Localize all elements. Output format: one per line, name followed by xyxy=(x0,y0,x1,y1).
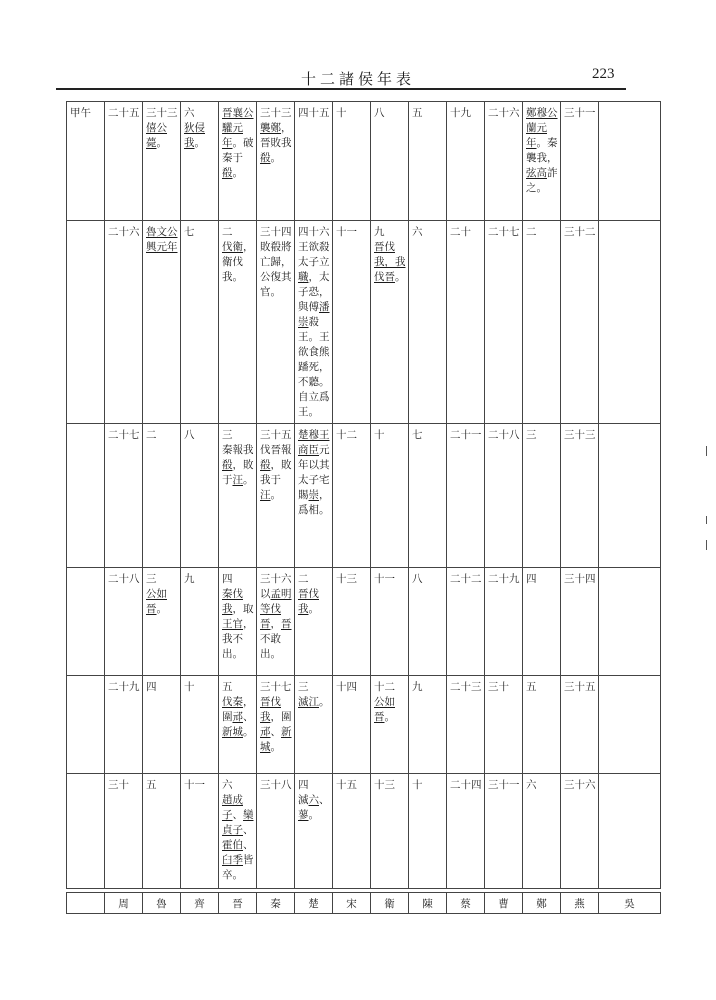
table-cell xyxy=(219,424,257,567)
event-text: 皆卒。 xyxy=(222,854,254,882)
table-cell xyxy=(219,676,257,774)
table-cell xyxy=(561,676,599,774)
table-cell xyxy=(295,220,333,423)
empty-cell xyxy=(599,220,661,423)
year-number: 二十八 xyxy=(488,429,520,442)
year-number: 二十 xyxy=(450,225,471,238)
table-cell xyxy=(181,774,219,889)
year-number: 二十七 xyxy=(488,225,520,238)
table-cell xyxy=(371,676,409,774)
year-number: 十五 xyxy=(336,779,357,792)
event-text: 新城 xyxy=(222,726,243,739)
ganzhi-cell xyxy=(67,567,105,676)
event-text: 、 xyxy=(319,794,330,807)
table-cell xyxy=(143,676,181,774)
table-cell xyxy=(105,102,143,221)
year-number: 二十四 xyxy=(450,779,482,792)
table-cell xyxy=(561,774,599,889)
event-text: 。 xyxy=(395,270,406,283)
year-number: 十一 xyxy=(336,225,357,238)
event-text: 汪 xyxy=(232,474,243,487)
empty-cell xyxy=(599,567,661,676)
year-number: 十九 xyxy=(450,107,471,119)
year-number: 二十九 xyxy=(488,572,520,585)
year-number: 六 xyxy=(526,779,537,792)
event-text: 欒貞子 xyxy=(222,809,254,837)
table-cell xyxy=(485,774,523,889)
event-text: ，衛伐我。 xyxy=(222,240,254,283)
year-row xyxy=(67,102,661,221)
table-cell xyxy=(333,424,371,567)
table-cell xyxy=(143,774,181,889)
year-number: 二十五 xyxy=(108,107,140,119)
table-cell xyxy=(409,567,447,676)
event-text: 。 xyxy=(243,726,254,739)
event-text: 職 xyxy=(298,270,309,283)
year-number: 三十七 xyxy=(260,681,292,694)
table-cell xyxy=(105,774,143,889)
table-cell xyxy=(371,102,409,221)
table-cell xyxy=(561,102,599,221)
chronology-table xyxy=(66,101,661,889)
table-cell xyxy=(371,774,409,889)
table-cell xyxy=(105,220,143,423)
year-number: 二 xyxy=(222,225,233,238)
year-number: 三十五 xyxy=(564,681,596,694)
ganzhi-cell xyxy=(67,676,105,774)
table-cell xyxy=(295,676,333,774)
event-text: 晉伐我 xyxy=(298,587,319,615)
empty-cell xyxy=(599,774,661,889)
event-text: 蓼 xyxy=(298,809,309,822)
year-row xyxy=(67,774,661,889)
year-number: 二 xyxy=(526,225,537,238)
year-row xyxy=(67,567,661,676)
event-text: ， xyxy=(270,617,281,630)
table-cell xyxy=(181,220,219,423)
state-name: 宋 xyxy=(333,893,371,914)
table-cell xyxy=(409,220,447,423)
state-name: 周 xyxy=(105,893,143,914)
event-text: 。 xyxy=(384,711,395,724)
year-number: 四 xyxy=(222,572,233,585)
year-number: 三十二 xyxy=(564,225,596,238)
event-text: 敗殽將亡歸，公復其官。 xyxy=(260,240,292,298)
year-number: 三 xyxy=(146,572,157,585)
year-number: 二十二 xyxy=(450,572,482,585)
year-number: 九 xyxy=(184,572,195,585)
event-text: ，晉敗我 xyxy=(260,122,292,149)
table-cell xyxy=(219,774,257,889)
year-number: 二 xyxy=(298,572,309,585)
year-number: 楚穆王 xyxy=(298,429,330,442)
event-text: 驩元年 xyxy=(222,122,243,149)
event-text: 不敢出。 xyxy=(260,632,281,660)
table-cell xyxy=(447,220,485,423)
event-text: ，爲相。 xyxy=(298,489,330,517)
event-text: 以 xyxy=(260,587,271,600)
year-number: 四 xyxy=(146,681,157,694)
table-cell xyxy=(333,220,371,423)
event-text: 公如晉 xyxy=(146,587,167,615)
table-cell xyxy=(295,424,333,567)
year-number: 晉襄公 xyxy=(222,107,254,119)
table-cell xyxy=(105,424,143,567)
table-cell xyxy=(447,424,485,567)
year-number: 三十一 xyxy=(564,107,596,119)
state-names-row xyxy=(66,892,661,914)
year-number: 魯文公 xyxy=(146,225,178,238)
year-row xyxy=(67,424,661,567)
table-cell xyxy=(333,774,371,889)
table-cell xyxy=(409,102,447,221)
year-number: 七 xyxy=(184,225,195,238)
event-text: 商臣 xyxy=(298,444,319,457)
year-number: 二十九 xyxy=(108,681,140,694)
event-text: 。 xyxy=(308,809,319,822)
event-text: 。 xyxy=(243,474,254,487)
year-number: 鄭穆公 xyxy=(526,107,558,119)
year-number: 五 xyxy=(222,681,233,694)
event-text: 秦報我 xyxy=(222,444,254,457)
year-number: 八 xyxy=(374,107,385,119)
table-cell xyxy=(219,220,257,423)
year-number: 十 xyxy=(336,107,347,119)
year-number: 三 xyxy=(298,681,309,694)
year-number: 三十八 xyxy=(260,779,292,792)
table-cell xyxy=(333,102,371,221)
table-cell xyxy=(257,220,295,423)
event-text: 殽 xyxy=(260,152,271,164)
table-cell xyxy=(105,676,143,774)
year-number: 十 xyxy=(412,779,423,792)
year-number: 三 xyxy=(526,429,537,442)
table-cell xyxy=(333,567,371,676)
empty-cell xyxy=(599,676,661,774)
table-cell xyxy=(523,102,561,221)
table-cell xyxy=(143,567,181,676)
table-cell xyxy=(485,424,523,567)
event-text: 、 xyxy=(270,726,281,739)
year-number: 六 xyxy=(412,225,423,238)
year-number: 三十四 xyxy=(564,572,596,585)
event-text: 。 xyxy=(156,602,167,615)
event-text: 。 xyxy=(194,137,205,149)
table-cell xyxy=(105,567,143,676)
table-cell xyxy=(561,220,599,423)
event-text: 王官 xyxy=(222,617,243,630)
year-number: 二 xyxy=(146,429,157,442)
table-cell xyxy=(485,567,523,676)
event-text: 殽 xyxy=(260,459,271,472)
event-text: 、 xyxy=(243,839,254,852)
event-text: 、 xyxy=(243,824,254,837)
year-number: 五 xyxy=(146,779,157,792)
event-text: 狄侵我 xyxy=(184,122,205,149)
table-cell xyxy=(371,567,409,676)
table-cell xyxy=(561,424,599,567)
event-text: 。 xyxy=(156,137,167,149)
margin-mark xyxy=(706,540,707,550)
table-cell xyxy=(143,102,181,221)
year-number: 三十三 xyxy=(564,429,596,442)
event-text: 。 xyxy=(270,741,281,754)
table-cell xyxy=(295,774,333,889)
event-text: 伐晉報 xyxy=(260,444,292,457)
year-number: 十三 xyxy=(374,779,395,792)
state-name: 燕 xyxy=(561,893,599,914)
table-cell xyxy=(257,567,295,676)
table-cell xyxy=(219,567,257,676)
table-cell xyxy=(523,424,561,567)
event-text: 襲鄭 xyxy=(260,122,281,134)
event-text: 詐之。 xyxy=(526,167,558,194)
state-name: 曹 xyxy=(485,893,523,914)
year-number: 四 xyxy=(298,779,309,792)
event-text: 以其太子宅賜 xyxy=(298,459,330,502)
table-cell xyxy=(295,567,333,676)
state-name: 齊 xyxy=(181,893,219,914)
event-text: 。 xyxy=(308,602,319,615)
event-text: 滅 xyxy=(298,794,309,807)
event-text: 等伐晉 xyxy=(260,602,281,630)
event-text: 臼季 xyxy=(222,854,243,867)
year-number: 九 xyxy=(412,681,423,694)
year-number: 二十八 xyxy=(108,572,140,585)
state-name: 楚 xyxy=(295,893,333,914)
event-text: 崇 xyxy=(308,489,319,502)
event-text: 蘭元年 xyxy=(526,122,547,149)
year-number: 七 xyxy=(412,429,423,442)
footer-blank-cell xyxy=(67,893,105,914)
header-rule xyxy=(56,88,626,90)
year-row xyxy=(67,220,661,423)
event-text: 、 xyxy=(243,711,254,724)
table-cell xyxy=(485,676,523,774)
table-cell xyxy=(409,424,447,567)
state-name: 蔡 xyxy=(447,893,485,914)
event-text: 。 xyxy=(232,167,243,179)
year-number: 五 xyxy=(526,681,537,694)
year-number: 三十三 xyxy=(260,107,292,119)
year-number: 八 xyxy=(184,429,195,442)
event-text: 汪 xyxy=(260,489,271,502)
table-cell xyxy=(333,676,371,774)
event-text: 。秦襲我， xyxy=(526,137,558,164)
year-number: 五 xyxy=(412,107,423,119)
ganzhi-cell: 甲午 xyxy=(67,102,105,221)
table-cell xyxy=(409,676,447,774)
event-text: 。 xyxy=(270,152,281,164)
event-text: 王欲殺太子立 xyxy=(298,240,330,268)
year-number: 八 xyxy=(412,572,423,585)
year-number: 三十三 xyxy=(146,107,178,119)
year-number: 六 xyxy=(222,779,233,792)
year-number: 四十六 xyxy=(298,225,330,238)
event-text: 邧 xyxy=(232,711,243,724)
ganzhi-cell xyxy=(67,774,105,889)
table-cell xyxy=(219,102,257,221)
table-cell xyxy=(371,220,409,423)
event-text: ，敗于 xyxy=(222,459,254,487)
event-text: 新城 xyxy=(260,726,292,754)
event-text: 晉伐我 xyxy=(260,696,281,724)
ganzhi-cell xyxy=(67,220,105,423)
event-text: 伐秦 xyxy=(222,696,243,709)
state-name: 衛 xyxy=(371,893,409,914)
event-text: ，敗我于 xyxy=(260,459,292,487)
year-number: 三十六 xyxy=(564,779,596,792)
table-cell xyxy=(143,424,181,567)
event-text: 。 xyxy=(319,696,330,709)
year-number: 三十一 xyxy=(488,779,520,792)
year-number: 四 xyxy=(526,572,537,585)
event-text: 弦高 xyxy=(526,167,547,179)
event-text: 秦伐我 xyxy=(222,587,243,615)
event-text: 興元年 xyxy=(146,240,178,253)
table-cell xyxy=(181,676,219,774)
event-text: 。破秦于 xyxy=(222,137,254,164)
year-number: 十四 xyxy=(336,681,357,694)
page-number: 223 xyxy=(592,66,615,82)
margin-mark xyxy=(706,446,707,456)
state-name: 魯 xyxy=(143,893,181,914)
empty-cell xyxy=(599,102,661,221)
state-name: 鄭 xyxy=(523,893,561,914)
table-cell xyxy=(447,567,485,676)
year-number: 十 xyxy=(374,429,385,442)
table-cell xyxy=(257,424,295,567)
table-cell xyxy=(181,567,219,676)
year-number: 六 xyxy=(184,107,195,119)
event-text: 殽 xyxy=(222,459,233,472)
event-text: ，我伐晉 xyxy=(374,255,406,283)
event-text: ，圍 xyxy=(270,711,292,724)
event-text: 趙成子 xyxy=(222,794,243,822)
state-name: 吳 xyxy=(599,893,661,914)
table-cell xyxy=(409,774,447,889)
year-number: 十一 xyxy=(374,572,395,585)
event-text: 六 xyxy=(308,794,319,807)
year-number: 十一 xyxy=(184,779,205,792)
table-cell xyxy=(523,567,561,676)
year-number: 十三 xyxy=(336,572,357,585)
state-name: 秦 xyxy=(257,893,295,914)
event-text: 、 xyxy=(232,809,243,822)
empty-cell xyxy=(599,424,661,567)
margin-mark xyxy=(706,516,707,524)
year-number: 四十五 xyxy=(298,107,330,119)
year-number: 十二 xyxy=(336,429,357,442)
table-cell xyxy=(257,676,295,774)
event-text: 晉伐我 xyxy=(374,240,395,268)
year-number: 二十六 xyxy=(488,107,520,119)
table-cell xyxy=(523,220,561,423)
table-cell xyxy=(447,774,485,889)
event-text: 邧 xyxy=(260,726,271,739)
table-cell xyxy=(485,102,523,221)
event-text: 滅江 xyxy=(298,696,319,709)
year-number: 三 xyxy=(222,429,233,442)
year-number: 三十 xyxy=(488,681,509,694)
page-title: 十二諸侯年表 xyxy=(300,70,415,88)
table-cell xyxy=(181,424,219,567)
year-number: 三十四 xyxy=(260,225,292,238)
year-number: 三十六 xyxy=(260,572,292,585)
table-cell xyxy=(523,676,561,774)
table-cell xyxy=(257,102,295,221)
year-number: 十 xyxy=(184,681,195,694)
event-text: 潘崇 xyxy=(298,300,330,328)
event-text: 僖公薨 xyxy=(146,122,167,149)
event-text: ，取 xyxy=(232,602,254,615)
table-cell xyxy=(143,220,181,423)
event-text: 殺王。王欲食熊蹯死，不聽。自立爲王。 xyxy=(298,315,330,418)
event-text: 殽 xyxy=(222,167,233,179)
event-text: 。 xyxy=(270,489,281,502)
event-text: 晉 xyxy=(281,617,292,630)
event-text: 伐衛 xyxy=(222,240,243,253)
table-cell xyxy=(371,424,409,567)
event-text: 孟明 xyxy=(270,587,292,600)
table-cell xyxy=(181,102,219,221)
year-number: 九 xyxy=(374,225,385,238)
event-text: 元年 xyxy=(298,444,330,472)
table-cell xyxy=(447,102,485,221)
table-cell xyxy=(295,102,333,221)
event-text: 霍伯 xyxy=(222,839,243,852)
year-number: 二十三 xyxy=(450,681,482,694)
table-cell xyxy=(523,774,561,889)
year-number: 三十五 xyxy=(260,429,292,442)
year-row xyxy=(67,676,661,774)
year-number: 二十一 xyxy=(450,429,482,442)
year-number: 二十七 xyxy=(108,429,140,442)
year-number: 三十 xyxy=(108,779,129,792)
table-cell xyxy=(485,220,523,423)
event-text: 公如晉 xyxy=(374,696,395,724)
event-text: ，圍 xyxy=(222,696,254,724)
event-text: ，我不出。 xyxy=(222,617,254,660)
year-number: 二十六 xyxy=(108,225,140,238)
table-cell xyxy=(257,774,295,889)
table-cell xyxy=(447,676,485,774)
ganzhi-cell xyxy=(67,424,105,567)
state-name: 陳 xyxy=(409,893,447,914)
year-number: 十二 xyxy=(374,681,395,694)
table-cell xyxy=(561,567,599,676)
event-text: ，太子恐，與傅 xyxy=(298,270,330,313)
state-name: 晉 xyxy=(219,893,257,914)
